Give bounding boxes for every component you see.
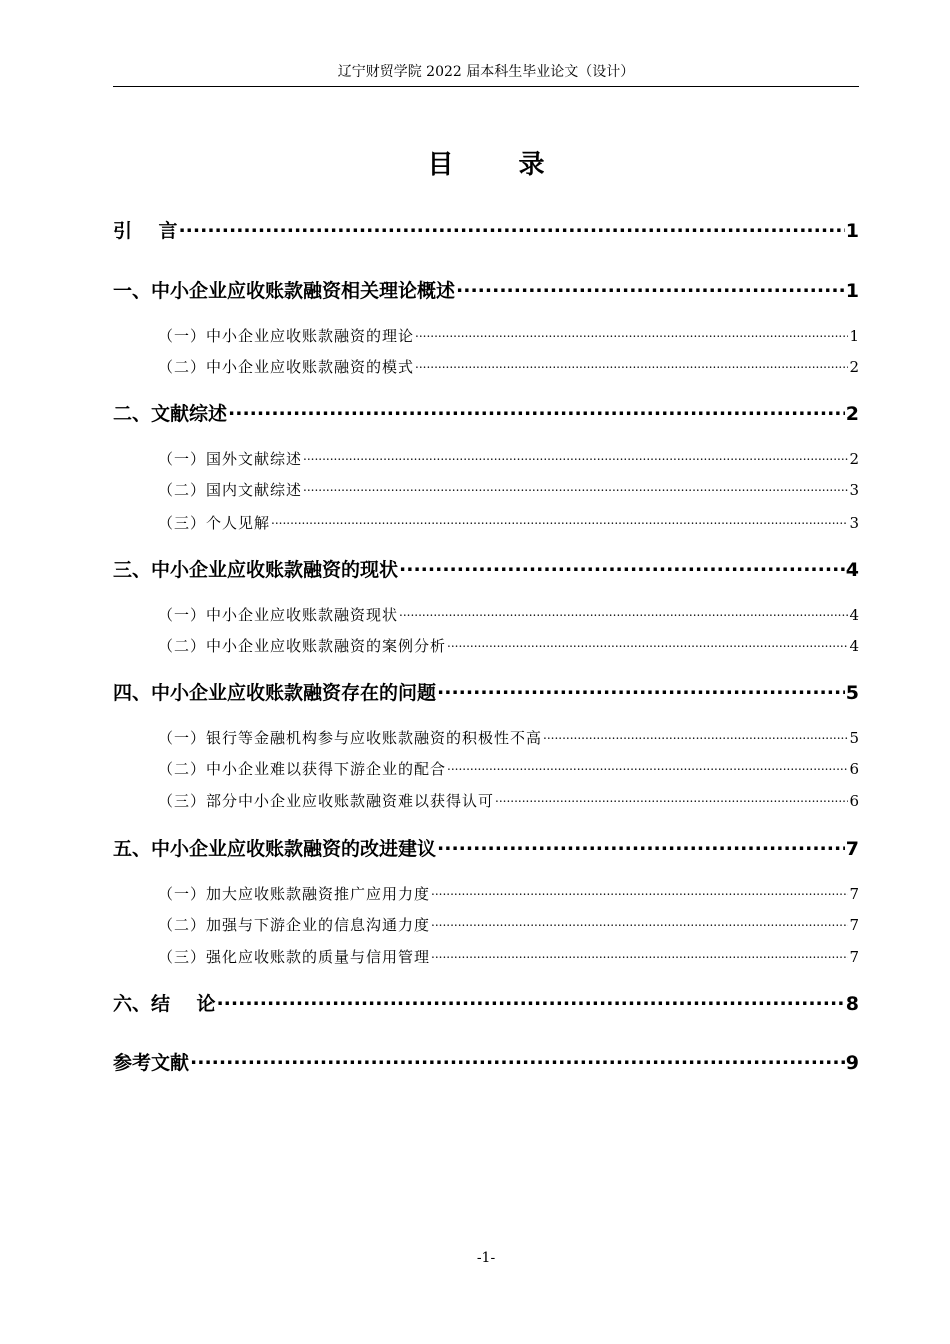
toc-entry-page: 5 [845, 682, 859, 704]
toc-entry-page: 1 [849, 327, 859, 345]
toc-entry-label: 一、中小企业应收账款融资相关理论概述 [113, 280, 456, 302]
toc-entry-section-2-1[interactable] [113, 448, 859, 470]
toc-entry-chapter-4[interactable] [113, 680, 859, 706]
toc-entry-page: 9 [845, 1052, 859, 1074]
dot-leader [216, 991, 844, 1010]
toc-entry-label: （二）中小企业应收账款融资的模式 [158, 358, 415, 376]
toc-entry-page: 8 [845, 993, 859, 1015]
toc-entry-label: （二）国内文献综述 [158, 481, 303, 499]
toc-entry-chapter-1[interactable] [113, 278, 859, 304]
dot-leader [415, 326, 848, 341]
dot-leader [431, 884, 848, 899]
toc-entry-label: （二）中小企业应收账款融资的案例分析 [158, 637, 447, 655]
toc-entry-references[interactable] [113, 1050, 859, 1076]
header-rule [113, 86, 859, 87]
dot-leader [190, 1050, 845, 1069]
toc-entry-label: 六、结 论 [113, 993, 216, 1015]
dot-leader [303, 449, 848, 464]
toc-entry-section-3-1[interactable] [113, 604, 859, 626]
dot-leader [399, 605, 848, 620]
toc-entry-label: （三）部分中小企业应收账款融资难以获得认可 [158, 792, 495, 810]
toc-entry-page: 7 [849, 948, 859, 966]
dot-leader [495, 791, 848, 806]
toc-entry-page: 1 [845, 220, 859, 242]
toc-entry-page: 5 [849, 729, 859, 747]
toc-entry-section-2-3[interactable] [113, 512, 859, 534]
toc-entry-label: （三）个人见解 [158, 514, 271, 532]
dot-leader [303, 480, 848, 495]
toc-entry-page: 3 [849, 514, 859, 532]
toc-entry-section-5-2[interactable] [113, 914, 859, 936]
toc-entry-label: （一）银行等金融机构参与应收账款融资的积极性不高 [158, 729, 543, 747]
toc-entry-label: （一）中小企业应收账款融资的理论 [158, 327, 415, 345]
toc-entry-label: （一）中小企业应收账款融资现状 [158, 606, 399, 624]
toc-entry-chapter-5[interactable] [113, 836, 859, 862]
toc-entry-page: 4 [849, 606, 859, 624]
toc-entry-page: 2 [845, 403, 859, 425]
toc-entry-conclusion[interactable] [113, 991, 859, 1017]
toc-entry-section-3-2[interactable] [113, 635, 859, 657]
dot-leader [431, 947, 848, 962]
toc-entry-label: 四、中小企业应收账款融资存在的问题 [113, 682, 437, 704]
toc-entry-label: （二）中小企业难以获得下游企业的配合 [158, 760, 447, 778]
toc-entry-section-4-1[interactable] [113, 727, 859, 749]
toc-entry-page: 7 [845, 838, 859, 860]
toc-entry-chapter-2[interactable] [113, 401, 859, 427]
dot-leader [437, 836, 845, 855]
toc-entry-section-1-1[interactable] [113, 325, 859, 347]
dot-leader [431, 915, 848, 930]
toc-entry-page: 4 [845, 559, 859, 581]
toc-entry-label: （二）加强与下游企业的信息沟通力度 [158, 916, 431, 934]
page-number: -1- [476, 1250, 496, 1266]
toc-entry-label: （一）加大应收账款融资推广应用力度 [158, 885, 431, 903]
toc-entry-label: 三、中小企业应收账款融资的现状 [113, 559, 399, 581]
toc-entry-section-5-1[interactable] [113, 883, 859, 905]
dot-leader [415, 357, 848, 372]
toc-entry-label: 五、中小企业应收账款融资的改进建议 [113, 838, 437, 860]
toc-entry-section-2-2[interactable] [113, 479, 859, 501]
dot-leader [271, 513, 848, 528]
dot-leader [543, 728, 848, 743]
dot-leader [456, 278, 845, 297]
toc-entry-page: 1 [845, 280, 859, 302]
toc-entry-label: （一）国外文献综述 [158, 450, 303, 468]
toc-entry-page: 2 [849, 358, 859, 376]
toc-entry-label: 引 言 [113, 220, 178, 242]
toc-entry-page: 6 [849, 792, 859, 810]
toc-entry-section-5-3[interactable] [113, 946, 859, 968]
dot-leader [447, 636, 848, 651]
toc-entry-label: 参考文献 [113, 1052, 190, 1074]
toc-entry-page: 2 [849, 450, 859, 468]
toc-entry-page: 7 [849, 885, 859, 903]
toc-entry-page: 7 [849, 916, 859, 934]
dot-leader [447, 759, 848, 774]
toc-entry-page: 6 [849, 760, 859, 778]
toc-entry-section-4-3[interactable] [113, 790, 859, 812]
dot-leader [228, 401, 845, 420]
toc-entry-section-4-2[interactable] [113, 758, 859, 780]
toc-entry-section-1-2[interactable] [113, 356, 859, 378]
toc-entry-page: 3 [849, 481, 859, 499]
toc-entry-label: （三）强化应收账款的质量与信用管理 [158, 948, 431, 966]
toc-entry-label: 二、文献综述 [113, 403, 228, 425]
toc-entry-chapter-3[interactable] [113, 557, 859, 583]
dot-leader [437, 680, 845, 699]
dot-leader [399, 557, 845, 576]
running-header: 辽宁财贸学院 2022 届本科生毕业论文（设计） [337, 64, 635, 80]
toc-title: 目 录 [427, 150, 573, 180]
toc-entry-page: 4 [849, 637, 859, 655]
dot-leader [178, 218, 844, 237]
toc-entry-introduction[interactable] [113, 218, 859, 244]
